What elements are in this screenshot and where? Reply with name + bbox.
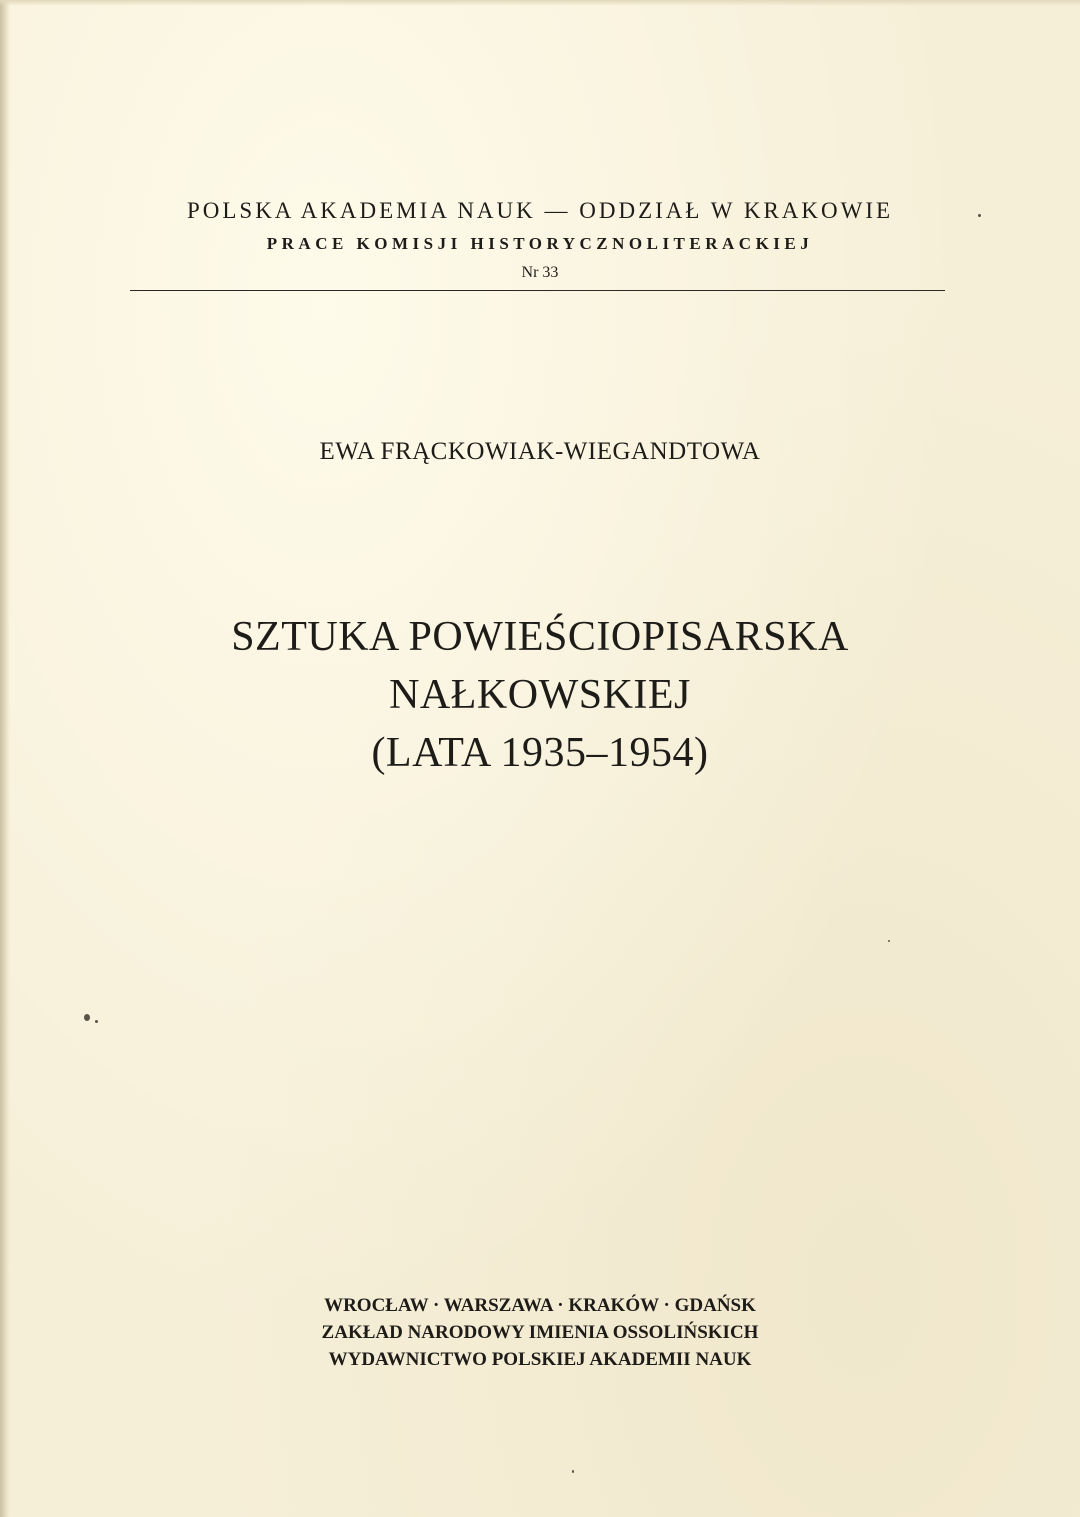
page-top-edge: [0, 0, 1080, 6]
series-number: Nr 33: [521, 264, 559, 281]
paper-speck: [84, 1014, 90, 1021]
series-name: PRACE KOMISJI HISTORYCZNOLITERACKIEJ: [266, 234, 814, 253]
page-left-edge: [0, 0, 10, 1517]
publisher-imprint: [160, 1292, 920, 1373]
title-line-2: NAŁKOWSKIEJ: [389, 672, 691, 718]
paper-speck: [95, 1020, 98, 1023]
imprint-publisher: ZAKŁAD NARODOWY IMIENIA OSSOLIŃSKICH: [321, 1322, 759, 1343]
book-title: [60, 608, 1020, 782]
title-line-3: (LATA 1935–1954): [371, 730, 709, 776]
header-divider: [130, 290, 945, 291]
paper-speck: [888, 940, 890, 942]
paper-speck: [978, 214, 981, 217]
paper-speck: [572, 1470, 574, 1473]
imprint-press: WYDAWNICTWO POLSKIEJ AKADEMII NAUK: [328, 1349, 752, 1370]
imprint-cities: WROCŁAW · WARSZAWA · KRAKÓW · GDAŃSK: [324, 1295, 756, 1316]
academy-heading: POLSKA AKADEMIA NAUK — ODDZIAŁ W KRAKOWIE: [186, 198, 894, 223]
author-name: EWA FRĄCKOWIAK-WIEGANDTOWA: [319, 438, 761, 465]
title-line-1: SZTUKA POWIEŚCIOPISARSKA: [231, 614, 849, 660]
